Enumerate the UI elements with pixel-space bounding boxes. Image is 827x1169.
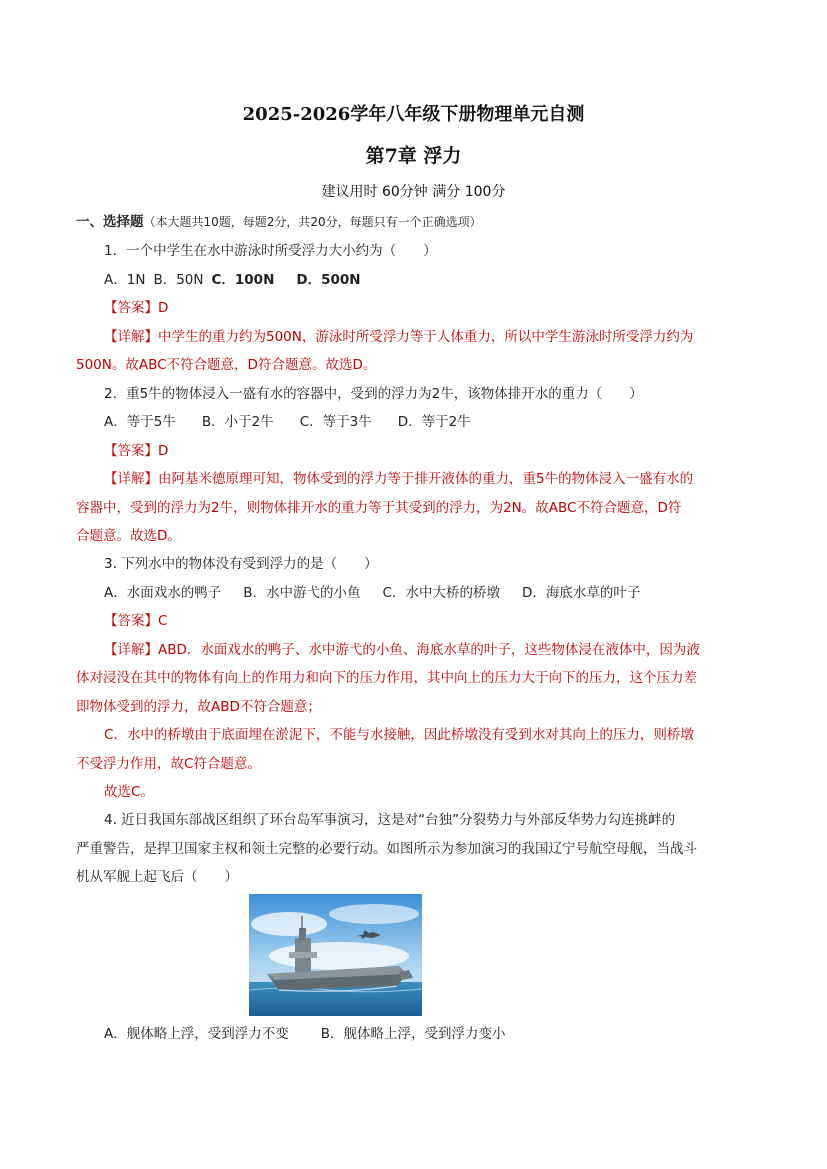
chapter-title: 第7章 浮力 xyxy=(365,145,462,167)
section-note: （本大题共10题，每题2分，共20分，每题只有一个正确选项） xyxy=(143,215,482,229)
option-c: C．100N xyxy=(211,272,275,288)
question-2-options xyxy=(104,408,756,436)
option-a: A．1N xyxy=(104,272,146,288)
option-a: A．水面戏水的鸭子 xyxy=(104,585,222,601)
option-b: B．舰体略上浮，受到浮力变小 xyxy=(320,1026,506,1042)
question-2-analysis-end: 合题意。故选D。 xyxy=(76,528,181,544)
question-4-stem-cont: 严重警告，是捍卫国家主权和领土完整的必要行动。如图所示为参加演习的我国辽宁号航空母舰，当战斗 xyxy=(76,841,697,857)
question-3-analysis-c-cont: 不受浮力作用，故C符合题意。 xyxy=(76,756,261,772)
section-title: 一、选择题 xyxy=(76,214,144,230)
option-a: A．等于5牛 xyxy=(104,414,176,430)
question-3-conclusion: 故选C。 xyxy=(104,784,154,800)
question-3-options xyxy=(104,579,756,607)
option-a: A．舰体略上浮，受到浮力不变 xyxy=(104,1026,289,1042)
document-title: 2025-2026学年八年级下册物理单元自测 xyxy=(242,104,585,125)
question-4-options xyxy=(104,1020,756,1048)
question-3-analysis-cont: 体对浸没在其中的物体有向上的作用力和向下的压力作用，其中向上的压力大于向下的压力，这个压力差 xyxy=(76,670,697,686)
question-1-stem: 1．一个中学生在水中游泳时所受浮力大小约为（ ） xyxy=(104,243,437,259)
option-d: D．等于2牛 xyxy=(397,414,471,430)
exam-info: 建议用时 60分钟 满分 100分 xyxy=(321,184,506,200)
question-4-stem: 4. 近日我国东部战区组织了环台岛军事演习，这是对“台独”分裂势力与外部反华势力勾连挑衅的 xyxy=(104,812,676,828)
question-1-analysis: 【详解】中学生的重力约为500N，游泳时所受浮力等于人体重力，所以中学生游泳时所受浮力约为 xyxy=(104,329,694,345)
question-2-analysis-cont: 容器中，受到的浮力为2牛，则物体排开水的重力等于其受到的浮力，为2N。故ABC不符合题意，D符 xyxy=(76,500,682,516)
question-2-answer: 【答案】D xyxy=(104,443,169,459)
question-4-stem-end: 机从军舰上起飞后（ ） xyxy=(76,869,238,885)
option-d: D．海底水草的叶子 xyxy=(521,585,641,601)
question-3-analysis-c: C．水中的桥墩由于底面埋在淤泥下，不能与水接触，因此桥墩没有受到水对其向上的压力，则桥墩 xyxy=(104,727,694,743)
question-2-stem: 2．重5牛的物体浸入一盛有水的容器中，受到的浮力为2牛，该物体排开水的重力（ ） xyxy=(104,386,643,402)
question-3-answer: 【答案】C xyxy=(104,613,168,629)
section-heading xyxy=(76,208,756,236)
option-b: B．水中游弋的小鱼 xyxy=(243,585,361,601)
option-b: B．小于2牛 xyxy=(201,414,274,430)
option-c: C．水中大桥的桥墩 xyxy=(382,585,500,601)
option-c: C．等于3牛 xyxy=(299,414,372,430)
question-1-analysis-cont: 500N。故ABC不符合题意，D符合题意。故选D。 xyxy=(76,357,377,373)
option-d: D．500N xyxy=(296,272,361,288)
question-1-options xyxy=(104,266,756,294)
question-1-answer: 【答案】D xyxy=(104,300,169,316)
aircraft-carrier-photo xyxy=(249,894,422,1016)
question-2-analysis: 【详解】由阿基米德原理可知，物体受到的浮力等于排开液体的重力，重5牛的物体浸入一盛有水的 xyxy=(104,471,694,487)
option-b: B．50N xyxy=(153,272,204,288)
question-3-analysis-cont: 即物体受到的浮力，故ABD不符合题意； xyxy=(76,699,321,715)
question-3-analysis: 【详解】ABD．水面戏水的鸭子、水中游弋的小鱼、海底水草的叶子，这些物体浸在液体中，因为液 xyxy=(104,642,700,658)
question-3-stem: 3. 下列水中的物体没有受到浮力的是（ ） xyxy=(104,556,378,572)
